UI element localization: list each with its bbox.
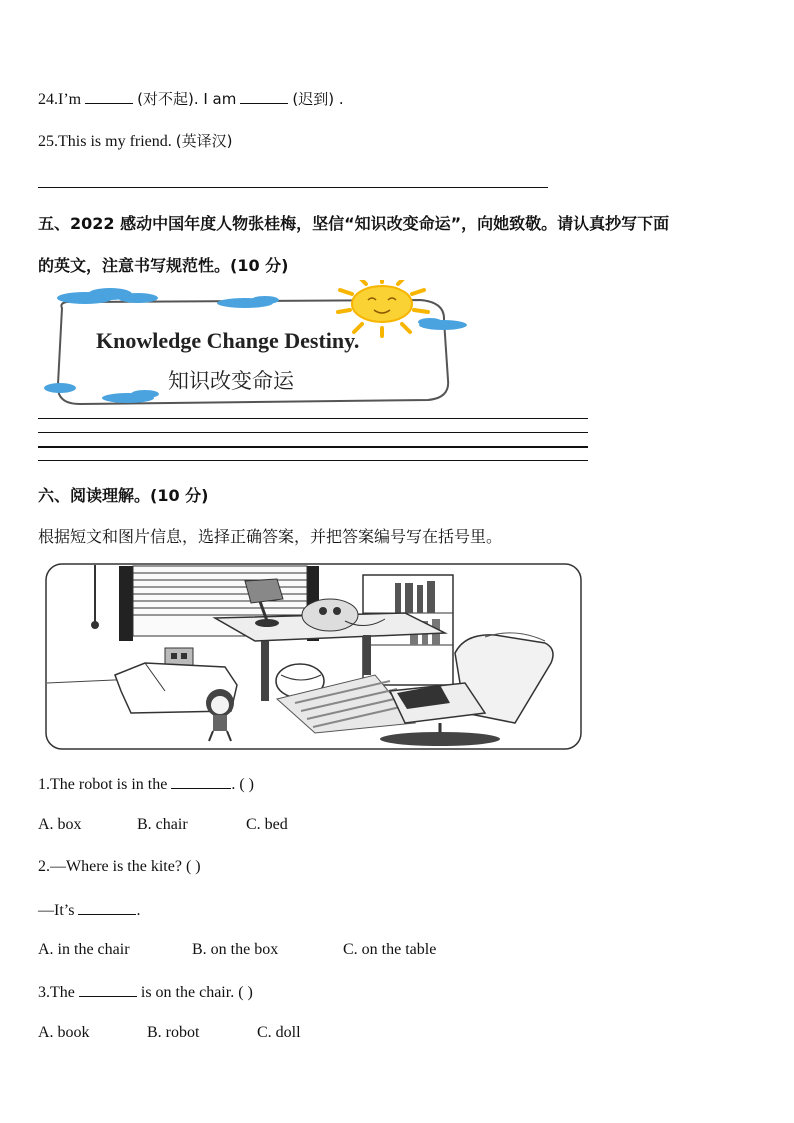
copy-line-4[interactable] — [38, 460, 588, 461]
copy-line-2[interactable] — [38, 432, 588, 433]
reading-question-3 — [38, 982, 253, 1002]
rq2-option-b[interactable]: B. on the box — [192, 941, 279, 958]
knowledge-banner-image — [40, 280, 470, 410]
q25-text: 25.This is my friend. — [38, 133, 172, 150]
rq1-stem: 1.The robot is in the — [38, 776, 168, 793]
reading-question-2-options — [38, 941, 436, 959]
reading-question-2-answer — [38, 900, 140, 920]
rq1-blank[interactable] — [171, 774, 231, 789]
q24-hint-1: (对不起). I am — [137, 90, 237, 108]
rq2-answer-prefix: —It’s — [38, 902, 75, 919]
rq3-option-b[interactable]: B. robot — [147, 1024, 200, 1041]
q25-answer-line[interactable] — [38, 187, 548, 188]
rq1-option-b[interactable]: B. chair — [137, 816, 188, 833]
section-5-title-line-2: 的英文，注意书写规范性。(10 分) — [38, 256, 289, 275]
rq3-stem-after[interactable]: is on the chair. ( ) — [140, 984, 253, 1001]
rq2-option-c[interactable]: C. on the table — [343, 941, 437, 958]
section-6-instruction: 根据短文和图片信息，选择正确答案，并把答案编号写在括号里。 — [38, 527, 503, 546]
rq3-option-c[interactable]: C. doll — [257, 1024, 301, 1041]
rq3-stem: 3.The — [38, 984, 75, 1001]
copy-line-3[interactable] — [38, 446, 588, 448]
q24-hint-2: (迟到) . — [292, 90, 344, 108]
section-6-title: 六、阅读理解。(10 分) — [38, 486, 209, 505]
reading-question-2 — [38, 858, 201, 876]
rq3-option-a[interactable]: A. book — [38, 1024, 90, 1041]
room-scene-image — [45, 563, 582, 750]
rq1-option-c[interactable]: C. bed — [246, 816, 288, 833]
section-5-title-line-1: 五、2022 感动中国年度人物张桂梅，坚信“知识改变命运”，向她致敬。请认真抄写下面 — [38, 214, 670, 233]
rq3-blank[interactable] — [79, 982, 137, 997]
q25-hint: (英译汉) — [175, 132, 233, 150]
rq1-option-a[interactable]: A. box — [38, 816, 82, 833]
question-24 — [38, 88, 344, 109]
rq1-paren[interactable]: . ( ) — [231, 776, 254, 793]
copy-line-1[interactable] — [38, 418, 588, 419]
rq2-option-a[interactable]: A. in the chair — [38, 941, 130, 958]
reading-question-1 — [38, 774, 254, 794]
q24-blank-1[interactable] — [85, 89, 133, 104]
q24-prefix: 24.I’m — [38, 91, 82, 108]
reading-question-1-options — [38, 816, 288, 834]
question-25 — [38, 130, 232, 151]
banner-chinese-text: 知识改变命运 — [168, 369, 294, 393]
rq2-answer-suffix: . — [136, 902, 141, 919]
rq2-stem[interactable]: 2.—Where is the kite? ( ) — [38, 858, 201, 875]
q24-blank-2[interactable] — [240, 89, 288, 104]
rq2-blank[interactable] — [78, 900, 136, 915]
reading-question-3-options — [38, 1024, 301, 1042]
banner-english-text: Knowledge Change Destiny. — [96, 328, 360, 353]
